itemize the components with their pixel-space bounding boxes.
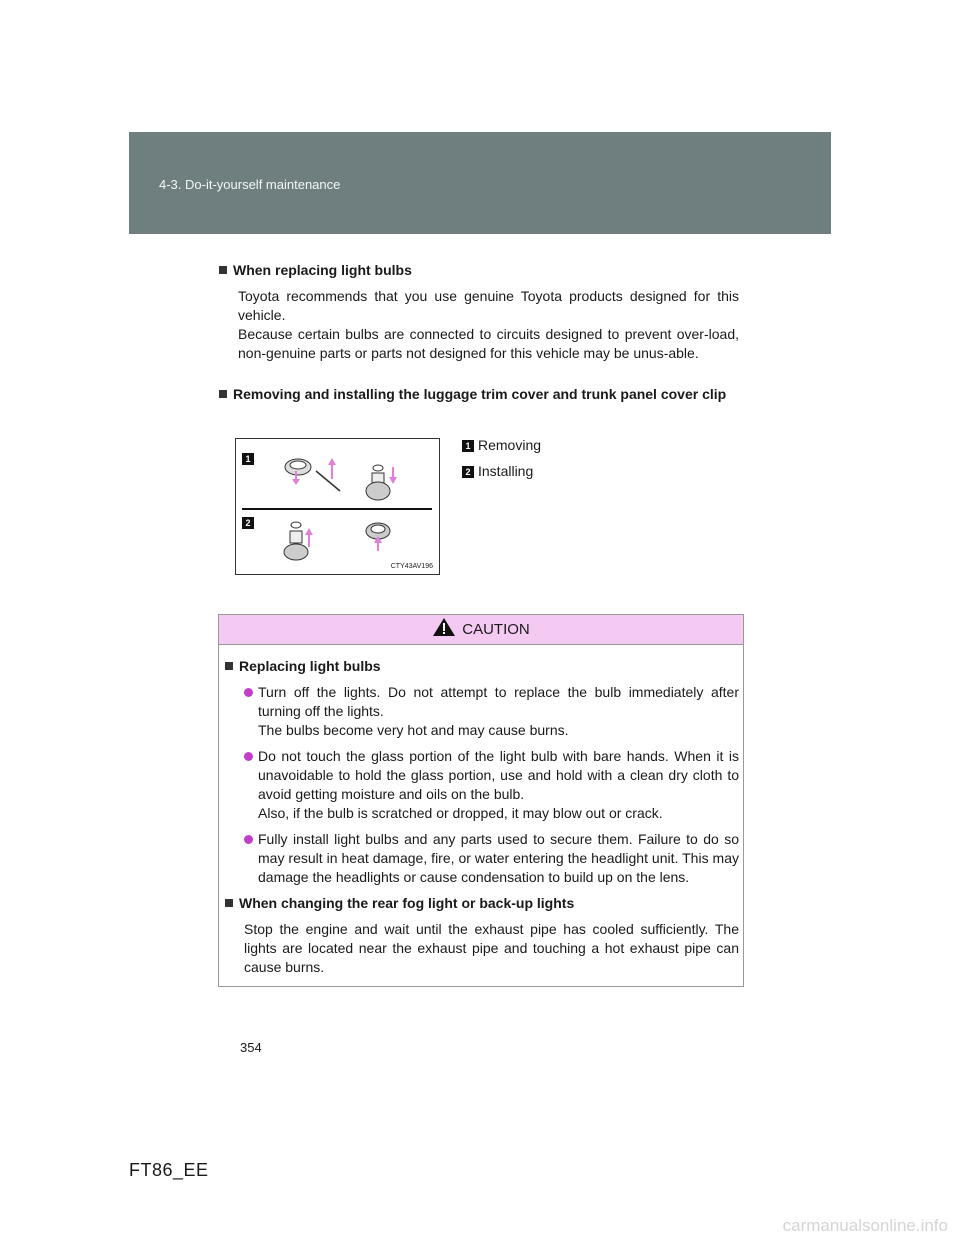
legend-label: Installing — [478, 463, 534, 479]
caution-header — [219, 615, 743, 645]
caution-heading: Replacing light bulbs — [225, 657, 739, 676]
square-bullet-icon — [225, 662, 233, 670]
clip-seated-icon — [366, 523, 390, 551]
bulbs-section — [219, 261, 739, 363]
paragraph-line: Because certain bulbs are connected to circuits designed to prevent over-load, non-genuine parts or parts not designed for this vehicle may be unus-able. — [238, 326, 739, 361]
caution-bullet: Do not touch the glass portion of the light bulb with bare hands. When it is unavoidable to hold the glass portion, use and hold with a clean dry cloth to avoid getting moisture and oils on the bulb. Also, if the bulb is scratched or dropped, it may blow out or crack. — [244, 747, 739, 823]
section-heading: When replacing light bulbs — [219, 261, 739, 280]
section-paragraph — [238, 287, 739, 363]
caution-paragraph: Stop the engine and wait until the exhaust pipe has cooled sufficiently. The lights are located near the exhaust pipe and touching a hot exhaust pipe can cause burns. — [244, 921, 739, 975]
figure-badge: 1 — [242, 453, 254, 465]
figure-legend — [462, 436, 541, 488]
section-heading: Removing and installing the luggage trim cover and trunk panel cover clip — [219, 385, 739, 404]
clip-installing-icon — [284, 522, 313, 560]
caution-bullet: Fully install light bulbs and any parts used to secure them. Failure to do so may result in heat damage, fire, or water entering the headlight unit. This may damage the headlights or cause condensation to build up on the lens. — [244, 830, 739, 887]
legend-number-badge: 1 — [462, 440, 474, 452]
clip-illustration — [236, 439, 439, 574]
page-header — [129, 132, 831, 234]
square-bullet-icon — [219, 390, 227, 398]
clip-diagram — [235, 438, 440, 575]
manual-code: FT86_EE — [129, 1160, 209, 1180]
caution-box — [218, 614, 744, 987]
clip-section — [219, 385, 739, 404]
caution-title: CAUTION — [462, 621, 530, 638]
square-bullet-icon — [225, 899, 233, 907]
legend-label: Removing — [478, 437, 542, 453]
watermark: carmanualsonline.info — [782, 1216, 948, 1235]
square-bullet-icon — [219, 266, 227, 274]
caution-heading: When changing the rear fog light or back-up lights — [225, 894, 739, 913]
section-title: 4-3. Do-it-yourself maintenance — [159, 177, 341, 192]
figure-code: CTY43AV196 — [390, 563, 433, 570]
legend-number-badge: 2 — [462, 466, 474, 478]
page-number: 354 — [240, 1040, 262, 1055]
clip-removing-icon — [285, 458, 340, 491]
caution-body — [219, 645, 739, 977]
clip-pin-icon — [366, 465, 397, 500]
warning-triangle-icon — [432, 617, 456, 637]
bullet-dot-icon — [244, 835, 253, 844]
paragraph-line: Toyota recommends that you use genuine Toyota products designed for this vehicle. — [238, 288, 739, 323]
bullet-dot-icon — [244, 752, 253, 761]
bullet-dot-icon — [244, 688, 253, 697]
figure-badge: 2 — [242, 517, 254, 529]
legend-item — [462, 436, 541, 462]
caution-bullet: Turn off the lights. Do not attempt to replace the bulb immediately after turning off the lights. The bulbs become very hot and may cause burns. — [244, 683, 739, 740]
legend-item — [462, 462, 541, 488]
